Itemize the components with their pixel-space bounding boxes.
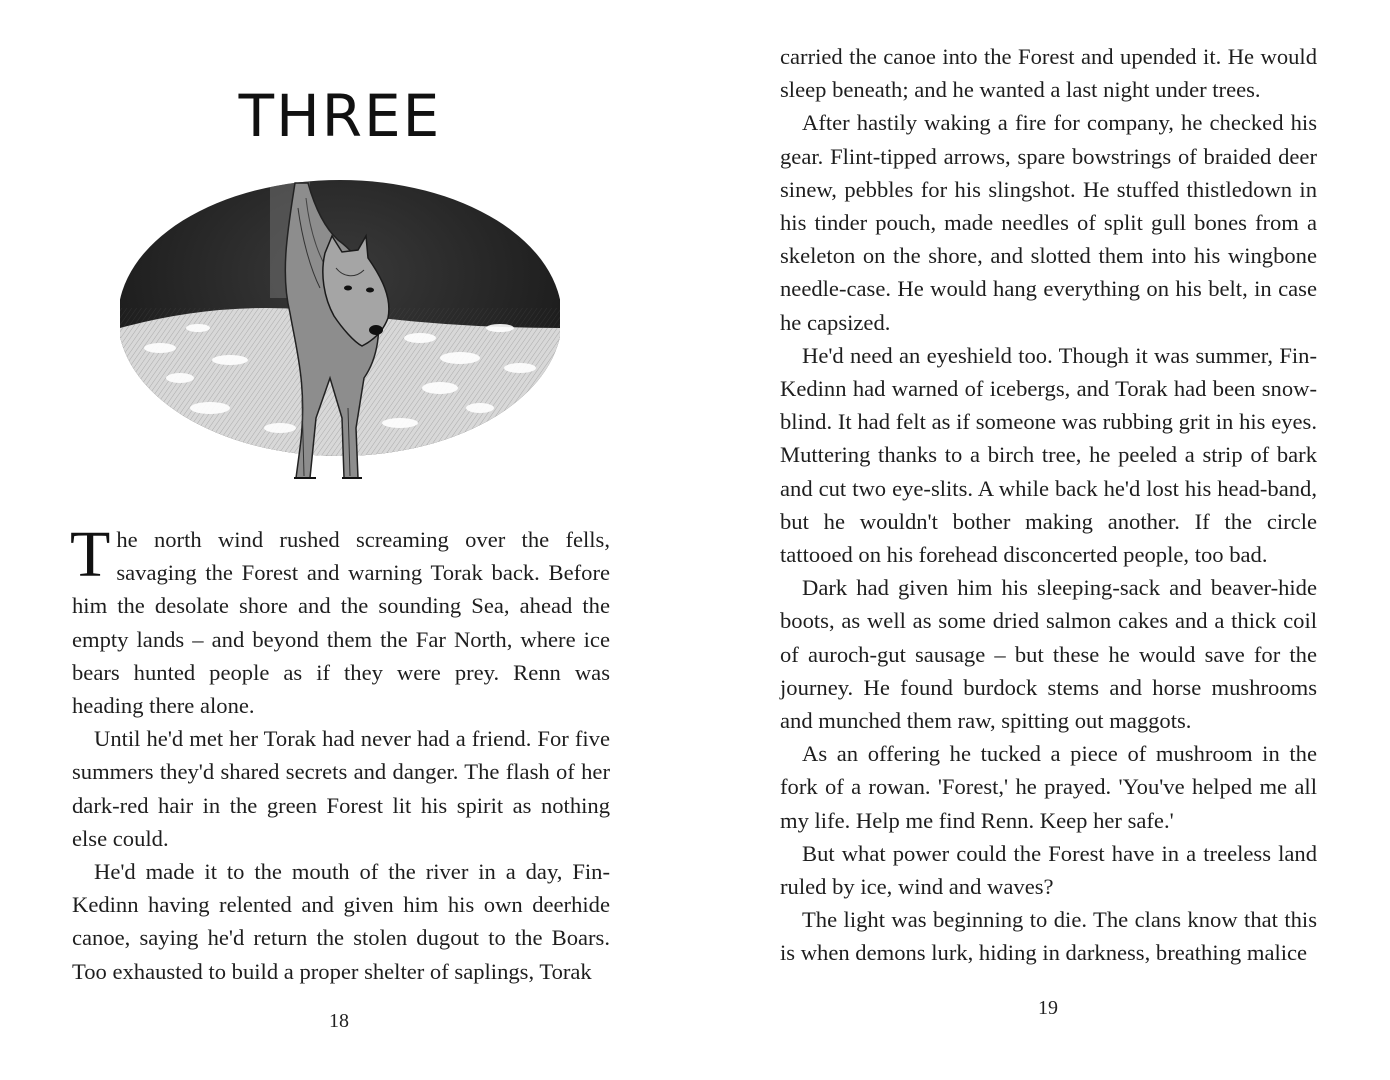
right-page-text — [780, 40, 1317, 970]
wolf-illustration — [120, 178, 560, 500]
paragraph: He'd need an eyeshield too. Though it was summer, Fin-Kedinn had warned of icebergs, and Torak had been snow-blind. It had felt as if someone was rubbing grit in his eyes. Muttering thanks to a birch tree, he peeled a strip of bark and cut two eye-slits. A while back he'd lost his head-band, but he wouldn't bother making another. If the circle tattooed on his forehead disconcerted people, too bad. — [780, 342, 1317, 568]
dropcap: T — [70, 518, 111, 591]
paragraph-text: he north wind rushed screaming over the fells, savaging the Forest and warning Torak back. Before him the desolate shore and the sounding Sea, ahead the empty lands – and beyond them the Far North, where ice bears hunted people as if they were prey. Renn was heading there alone. — [72, 527, 610, 719]
page-number: 18 — [329, 1010, 349, 1032]
paragraph: As an offering he tucked a piece of mushroom in the fork of a rowan. 'Forest,' he prayed. 'You've helped me all my life. Help me find Renn. Keep her safe.' — [780, 741, 1317, 833]
paragraph: After hastily waking a fire for company, he checked his gear. Flint-tipped arrows, spare bowstrings of braided deer sinew, pebbles for his slingshot. He stuffed thistledown in his tinder pouch, made needles of split gull bones from a skeleton on the shore, and slotted them into his wingbone needle-case. He would hang everything on his belt, in case he capsized. — [780, 110, 1317, 335]
paragraph: carried the canoe into the Forest and upended it. He would sleep beneath; and he wanted a last night under trees. — [780, 44, 1317, 103]
paragraph: He'd made it to the mouth of the river in a day, Fin-Kedinn having relented and given him his own deerhide canoe, saying he'd return the stolen dugout to the Boars. Too exhausted to build a proper shelter of saplings, Torak — [72, 859, 610, 984]
paragraph — [70, 518, 610, 722]
right-page — [695, 0, 1390, 1080]
left-page-text — [70, 518, 610, 988]
paragraph: Dark had given him his sleeping-sack and beaver-hide boots, as well as some dried salmon cakes and a thick coil of auroch-gut sausage – but these he would save for the journey. He found burdock stems and horse mushrooms and munched them raw, spitting out maggots. — [780, 575, 1317, 734]
page-number: 19 — [1038, 997, 1058, 1019]
paragraph: The light was beginning to die. The clans know that this is when demons lurk, hiding in darkness, breathing malice — [780, 907, 1317, 966]
paragraph: Until he'd met her Torak had never had a friend. For five summers they'd shared secrets and danger. The flash of her dark-red hair in the green Forest lit his spirit as nothing else could. — [72, 726, 610, 851]
paragraph: But what power could the Forest have in a treeless land ruled by ice, wind and waves? — [780, 840, 1317, 900]
chapter-title: THREE — [238, 82, 442, 150]
